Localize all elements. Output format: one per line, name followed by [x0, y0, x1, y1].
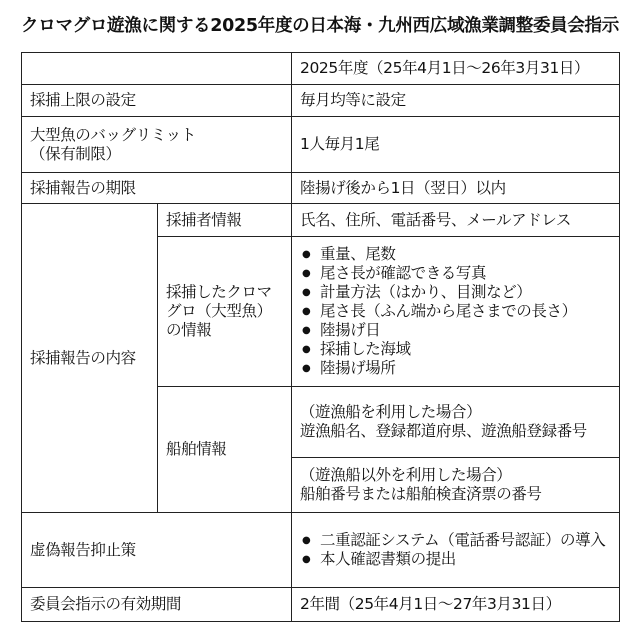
list-item: ● 計量方法（はかり、目測など）: [300, 283, 611, 302]
table-row: [22, 117, 620, 173]
list-item: ● 尾さ長が確認できる写真: [300, 264, 611, 283]
catcher-info-value: 氏名、住所、電話番号、メールアドレス: [292, 204, 620, 237]
list-item: ● 陸揚げ日: [300, 321, 611, 340]
regulation-table: [21, 52, 620, 622]
vessel-case1-value: 遊漁船名、登録都道府県、遊漁船登録番号: [300, 422, 587, 440]
validity-label: 委員会指示の有効期間: [22, 588, 292, 622]
bag-limit-value: 1人毎月1尾: [292, 117, 620, 173]
table-row: [22, 513, 620, 588]
table-row: [22, 588, 620, 622]
fraud-prevention-label: 虚偽報告抑止策: [22, 513, 292, 588]
vessel-case2-cell: [292, 458, 620, 513]
vessel-info-label: 船舶情報: [158, 387, 292, 513]
report-contents-label: 採捕報告の内容: [22, 204, 158, 513]
fiscal-period-cell: 2025年度（25年4月1日～26年3月31日）: [292, 53, 620, 85]
validity-value: 2年間（25年4月1日～27年3月31日）: [292, 588, 620, 622]
limit-label: 採捕上限の設定: [22, 85, 292, 117]
deadline-value: 陸揚げ後から1日（翌日）以内: [292, 173, 620, 204]
deadline-label: 採捕報告の期限: [22, 173, 292, 204]
table-row: [22, 85, 620, 117]
table-row: [22, 173, 620, 204]
catch-info-label: 採捕したクロマグロ（大型魚）の情報: [158, 237, 292, 387]
bag-limit-label-line1: 大型魚のバッグリミット: [30, 125, 196, 144]
table-header-row: [22, 53, 620, 85]
vessel-case1-title: （遊漁船を利用した場合）: [300, 403, 482, 421]
list-item: ● 陸揚げ場所: [300, 359, 611, 378]
catch-info-list: [300, 245, 611, 378]
list-item: ● 本人確認書類の提出: [300, 550, 611, 569]
limit-value: 毎月均等に設定: [292, 85, 620, 117]
catch-info-cell: [292, 237, 620, 387]
table-row: [22, 204, 620, 237]
list-item: ● 二重認証システム（電話番号認証）の導入: [300, 531, 611, 550]
catcher-info-label: 採捕者情報: [158, 204, 292, 237]
bag-limit-label: [22, 117, 292, 173]
bag-limit-label-line2: （保有制限）: [30, 144, 121, 163]
list-item: ● 採捕した海域: [300, 340, 611, 359]
fraud-prevention-list: [300, 531, 611, 569]
page-title: クロマグロ遊漁に関する2025年度の日本海・九州西広域漁業調整委員会指示: [21, 16, 619, 36]
vessel-case2-title: （遊漁船以外を利用した場合）: [300, 466, 512, 484]
vessel-case1-cell: [292, 387, 620, 458]
list-item: ● 尾さ長（ふん端から尾さまでの長さ）: [300, 302, 611, 321]
list-item: ● 重量、尾数: [300, 245, 611, 264]
header-blank-cell: [22, 53, 292, 85]
fraud-prevention-cell: [292, 513, 620, 588]
vessel-case2-value: 船舶番号または船舶検査済票の番号: [300, 485, 542, 503]
